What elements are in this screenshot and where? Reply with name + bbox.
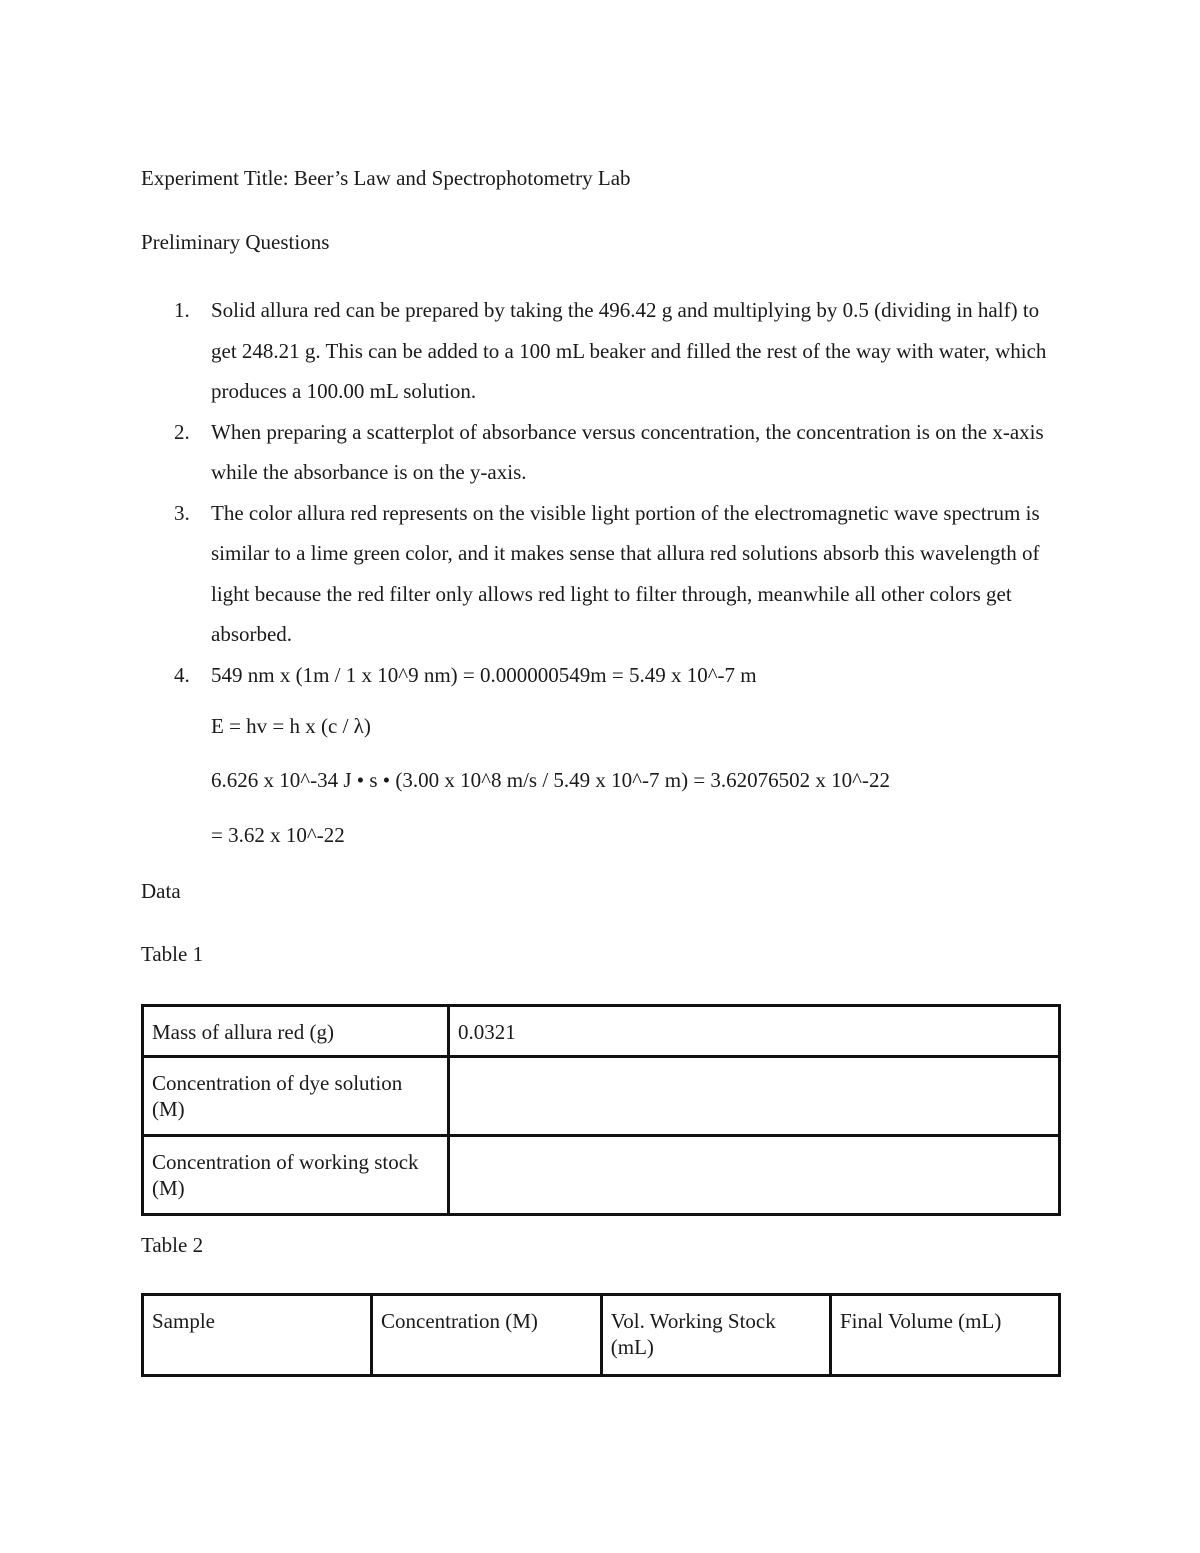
table-header-sample: Sample [143,1295,372,1376]
equation-result: = 3.62 x 10^-22 [211,823,345,847]
table-cell-label: Mass of allura red (g) [143,1006,449,1057]
question-text: When preparing a scatterplot of absorbance versus concentration, the concentration is on the x-axis while the absorbance is on the y-axis. [211,419,1044,484]
list-number: 1. [174,298,190,322]
list-item [141,412,1061,493]
table-header-concentration: Concentration (M) [372,1295,602,1376]
experiment-title: Experiment Title: Beer’s Law and Spectrophotometry Lab [141,166,631,190]
table2-caption: Table 2 [141,1233,204,1257]
table2 [141,1293,1061,1377]
table-row [143,1057,1060,1136]
question-text: 549 nm x (1m / 1 x 10^9 nm) = 0.000000549m = 5.49 x 10^-7 m [211,662,757,687]
list-item [141,493,1061,655]
table-row [143,1136,1060,1215]
preliminary-questions-heading: Preliminary Questions [141,230,330,254]
list-item [141,655,1061,696]
table-cell-value [449,1136,1060,1215]
table-cell-value [449,1057,1060,1136]
table-cell-value: 0.0321 [449,1006,1060,1057]
table-header-row [143,1295,1060,1376]
list-item [141,290,1061,412]
list-number: 4. [174,662,190,687]
list-number: 3. [174,500,190,525]
table1-caption: Table 1 [141,942,204,966]
table1 [141,1004,1061,1216]
data-heading: Data [141,879,181,903]
equation-calculation: 6.626 x 10^-34 J • s • (3.00 x 10^8 m/s / 5.49 x 10^-7 m) = 3.62076502 x 10^-22 [211,768,891,792]
question-text: The color allura red represents on the visible light portion of the electromagnetic wave spectrum is similar to a lime green color, and it makes sense that allura red solutions absorb this wavelength of light because the red filter only allows red light to filter through, meanwhile all other colors get absorbed. [211,500,1040,646]
question-text: Solid allura red can be prepared by taking the 496.42 g and multiplying by 0.5 (dividing in half) to get 248.21 g. This can be added to a 100 mL beaker and filled the rest of the way with water, which produces a 100.00 mL solution. [211,298,1047,403]
table-cell-label: Concentration of working stock (M) [143,1136,449,1215]
list-number: 2. [174,419,190,444]
table-row [143,1006,1060,1057]
table-header-final-volume: Final Volume (mL) [830,1295,1059,1376]
table-header-vol-working-stock: Vol. Working Stock (mL) [601,1295,830,1376]
equation-energy: E = hv = h x (c / λ) [211,714,371,738]
table-cell-label: Concentration of dye solution (M) [143,1057,449,1136]
question-list [141,290,1061,695]
